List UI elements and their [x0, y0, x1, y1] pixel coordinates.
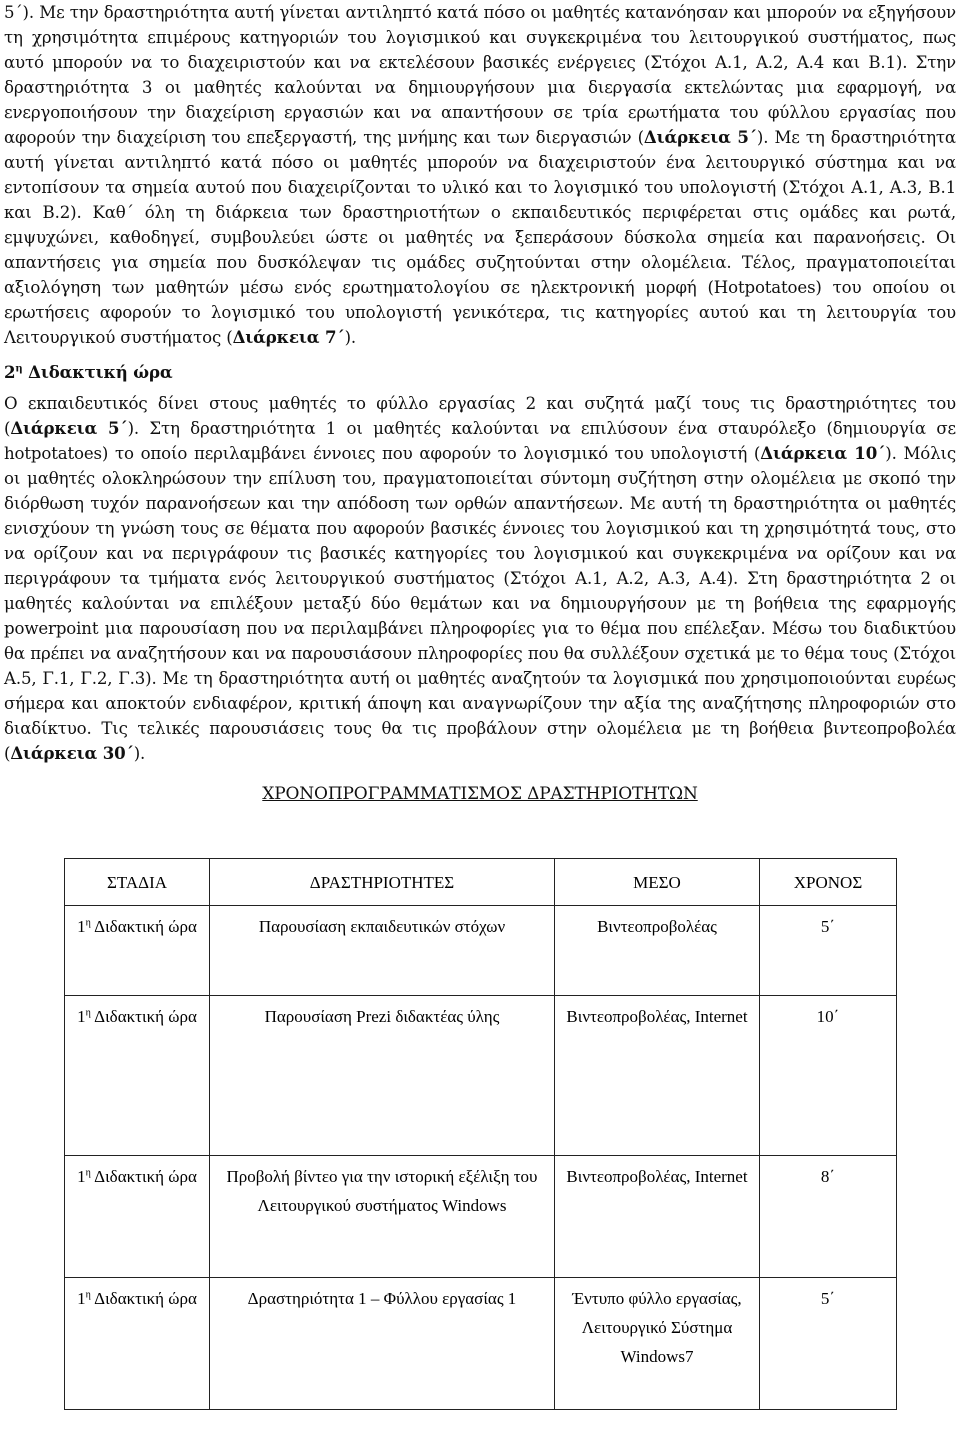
- paragraph-activities-hour1: [4, 0, 956, 350]
- duration-bold: Διάρκεια 30΄: [10, 743, 134, 763]
- medium-cell: Βιντεοπροβολέας, Internet: [555, 996, 760, 1156]
- activity-cell: Παρουσίαση Prezi διδακτέας ύλης: [210, 996, 555, 1156]
- table-row: [65, 996, 897, 1156]
- column-header-activities: ΔΡΑΣΤΗΡΙΟΤΗΤΕΣ: [210, 859, 555, 906]
- stage-cell: [65, 1278, 210, 1410]
- stage-superscript: η: [85, 1007, 91, 1019]
- stage-superscript: η: [85, 917, 91, 929]
- stage-number: 1: [77, 917, 86, 936]
- stage-number: 1: [77, 1007, 86, 1026]
- stage-number: 1: [77, 1167, 86, 1186]
- time-cell: 5΄: [760, 906, 897, 996]
- column-header-time: ΧΡΟΝΟΣ: [760, 859, 897, 906]
- schedule-table: [64, 858, 897, 1410]
- duration-bold: Διάρκεια 5΄: [10, 418, 128, 438]
- paragraph-text: 5΄). Με την δραστηριότητα αυτή γίνεται αντιληπτό κατά πόσο οι μαθητές κατανόησαν και μπορούν να εξηγήσουν τη χρησιμότητα επιμέρους κατηγοριών του λογισμικού και συγκεκριμένα του λειτουργικού συστήματος, πως αυτό μπορούν να το διαχειριστούν και να εκτελέσουν βασικές ενέργειες (Στόχοι Α.1, Α.2, Α.4 και Β.1). Στην δραστηριότητα 3 οι μαθητές καλούνται να δημιουργήσουν μια διεργασία εκτελώντας μια εφαρμογή, να ενεργοποιήσουν την διαχείριση εργασιών και να απαντήσουν σε τρία ερωτήματα του φύλλου εργασίας που αφορούν την διαχείριση του επεξεργαστή, της μνήμης και των διεργασιών (: [4, 3, 956, 147]
- time-cell: 10΄: [760, 996, 897, 1156]
- schedule-title: ΧΡΟΝΟΠΡΟΓΡΑΜΜΑΤΙΣΜΟΣ ΔΡΑΣΤΗΡΙΟΤΗΤΩΝ: [262, 784, 698, 804]
- column-header-medium: ΜΕΣΟ: [555, 859, 760, 906]
- heading-text: Διδακτική ώρα: [22, 362, 173, 382]
- table-header-row: [65, 859, 897, 906]
- stage-number: 1: [77, 1289, 86, 1308]
- stage-cell: [65, 1156, 210, 1278]
- stage-text: Διδακτική ώρα: [90, 917, 197, 936]
- paragraph-text: ).: [344, 328, 357, 347]
- medium-cell: Έντυπο φύλλο εργασίας, Λειτουργικό Σύστημα Windows7: [555, 1278, 760, 1410]
- activity-cell: Παρουσίαση εκπαιδευτικών στόχων: [210, 906, 555, 996]
- stage-text: Διδακτική ώρα: [90, 1289, 197, 1308]
- table-row: [65, 1156, 897, 1278]
- activity-cell: Προβολή βίντεο για την ιστορική εξέλιξη του Λειτουργικού συστήματος Windows: [210, 1156, 555, 1278]
- table-row: [65, 1278, 897, 1410]
- stage-cell: [65, 906, 210, 996]
- paragraph-text: ). Μόλις οι μαθητές ολοκληρώσουν την επίλυση του, πραγματοποιείται σύντομη συζήτηση στην ολομέλεια με σκοπό την διόρθωση τυχόν παρανοήσεων και την απόδοση των ορθών απαντήσεων. Με αυτή τη δραστηριότητα οι μαθητές ενισχύουν τη γνώση τους σε θέματα που αφορούν βασικές έννοιες του λογισμικού και τη χρησιμότητά τους, στο να ορίζουν και να περιγράφουν τις βασικές κατηγορίες του λογισμικού και συγκεκριμένα να ορίζουν και να περιγράφουν τα τμήματα ενός λειτουργικού συστήματος (Στόχοι Α.1, Α.2, Α.3, Α.4). Στη δραστηριότητα 2 οι μαθητές καλούνται να επιλέξουν μεταξύ δύο θεμάτων και να δημιουργήσουν με τη βοήθεια της εφαρμογής powerpoint μια παρουσίαση που να περιλαμβάνει πληροφορίες για το θέμα που επέλεξαν. Μέσω του διαδικτύου θα πρέπει να αναζητήσουν και να παρουσιάσουν πληροφορίες που θα συλλέξουν σχετικά με το θέμα τους (Στόχοι Α.5, Γ.1, Γ.2, Γ.3). Με τη δραστηριότητα αυτή οι μαθητές αναζητούν τα λογισμικά που χρησιμοποιούνται ευρέως σήμερα και αποκτούν ενδιαφέρον, κριτική άποψη και αναγνωρίζουν την αξία της αναζήτησης πληροφοριών στο διαδίκτυο. Τις τελικές παρουσιάσεις τους θα τις προβάλουν στην ολομέλεια με τη βοήθεια βιντεοπροβολέα (: [4, 444, 957, 763]
- heading-number: 2: [4, 362, 16, 382]
- stage-cell: [65, 996, 210, 1156]
- medium-cell: Βιντεοπροβολέας: [555, 906, 760, 996]
- stage-text: Διδακτική ώρα: [90, 1167, 197, 1186]
- time-cell: 8΄: [760, 1156, 897, 1278]
- duration-bold: Διάρκεια 5΄: [643, 127, 757, 147]
- heading-superscript: η: [15, 363, 23, 375]
- activity-cell: Δραστηριότητα 1 – Φύλλου εργασίας 1: [210, 1278, 555, 1410]
- stage-superscript: η: [85, 1289, 91, 1301]
- medium-cell: Βιντεοπροβολέας, Internet: [555, 1156, 760, 1278]
- duration-bold: Διάρκεια 7΄: [232, 327, 345, 347]
- stage-text: Διδακτική ώρα: [90, 1007, 197, 1026]
- paragraph-text: ).: [133, 744, 146, 763]
- table-row: [65, 906, 897, 996]
- paragraph-text: Ο εκπαιδευτικός δίνει στους μαθητές το φύλλο εργασίας 2 και συζητά μαζί τους τις δραστηριότητες του (: [4, 394, 956, 438]
- section-heading-hour2: [4, 360, 956, 385]
- paragraph-text: ). Στη δραστηριότητα 1 οι μαθητές καλούνται να επιλύσουν ένα σταυρόλεξο (δημιουργία σε hotpotatoes) το οποίο περιλαμβάνει έννοιες που αφορούν το λογισμικό του υπολογιστή (: [4, 419, 956, 463]
- stage-superscript: η: [85, 1167, 91, 1179]
- paragraph-text: ). Με τη δραστηριότητα αυτή γίνεται αντιληπτό κατά πόσο οι μαθητές μπορούν να διαχειριστούν ένα λειτουργικό σύστημα και να εντοπίσουν τα σημεία αυτού που διαχειρίζονται το υλικό και το λογισμικό του υπολογιστή (Στόχοι Α.1, Α.3, Β.1 και Β.2). Καθ΄ όλη τη διάρκεια των δραστηριοτήτων ο εκπαιδευτικός περιφέρεται στις ομάδες και ρωτά, εμψυχώνει, καθοδηγεί, συμβουλεύει ώστε οι μαθητές να ξεπεράσουν δύσκολα σημεία και παρανοήσεις. Οι απαντήσεις για σημεία που δυσκόλεψαν τις ομάδες συζητούνται στην ολομέλεια. Τέλος, πραγματοποιείται αξιολόγηση των μαθητών μέσω ενός ερωτηματολογίου σε ηλεκτρονική μορφή (Hotpotatoes) του οποίου οι ερωτήσεις αφορούν το λογισμικό του υπολογιστή γενικότερα, τις κατηγορίες αυτού και τη λειτουργία του Λειτουργικού συστήματος (: [4, 128, 956, 347]
- column-header-stages: ΣΤΑΔΙΑ: [65, 859, 210, 906]
- paragraph-activities-hour2: [4, 391, 956, 766]
- duration-bold: Διάρκεια 10΄: [760, 443, 886, 463]
- time-cell: 5΄: [760, 1278, 897, 1410]
